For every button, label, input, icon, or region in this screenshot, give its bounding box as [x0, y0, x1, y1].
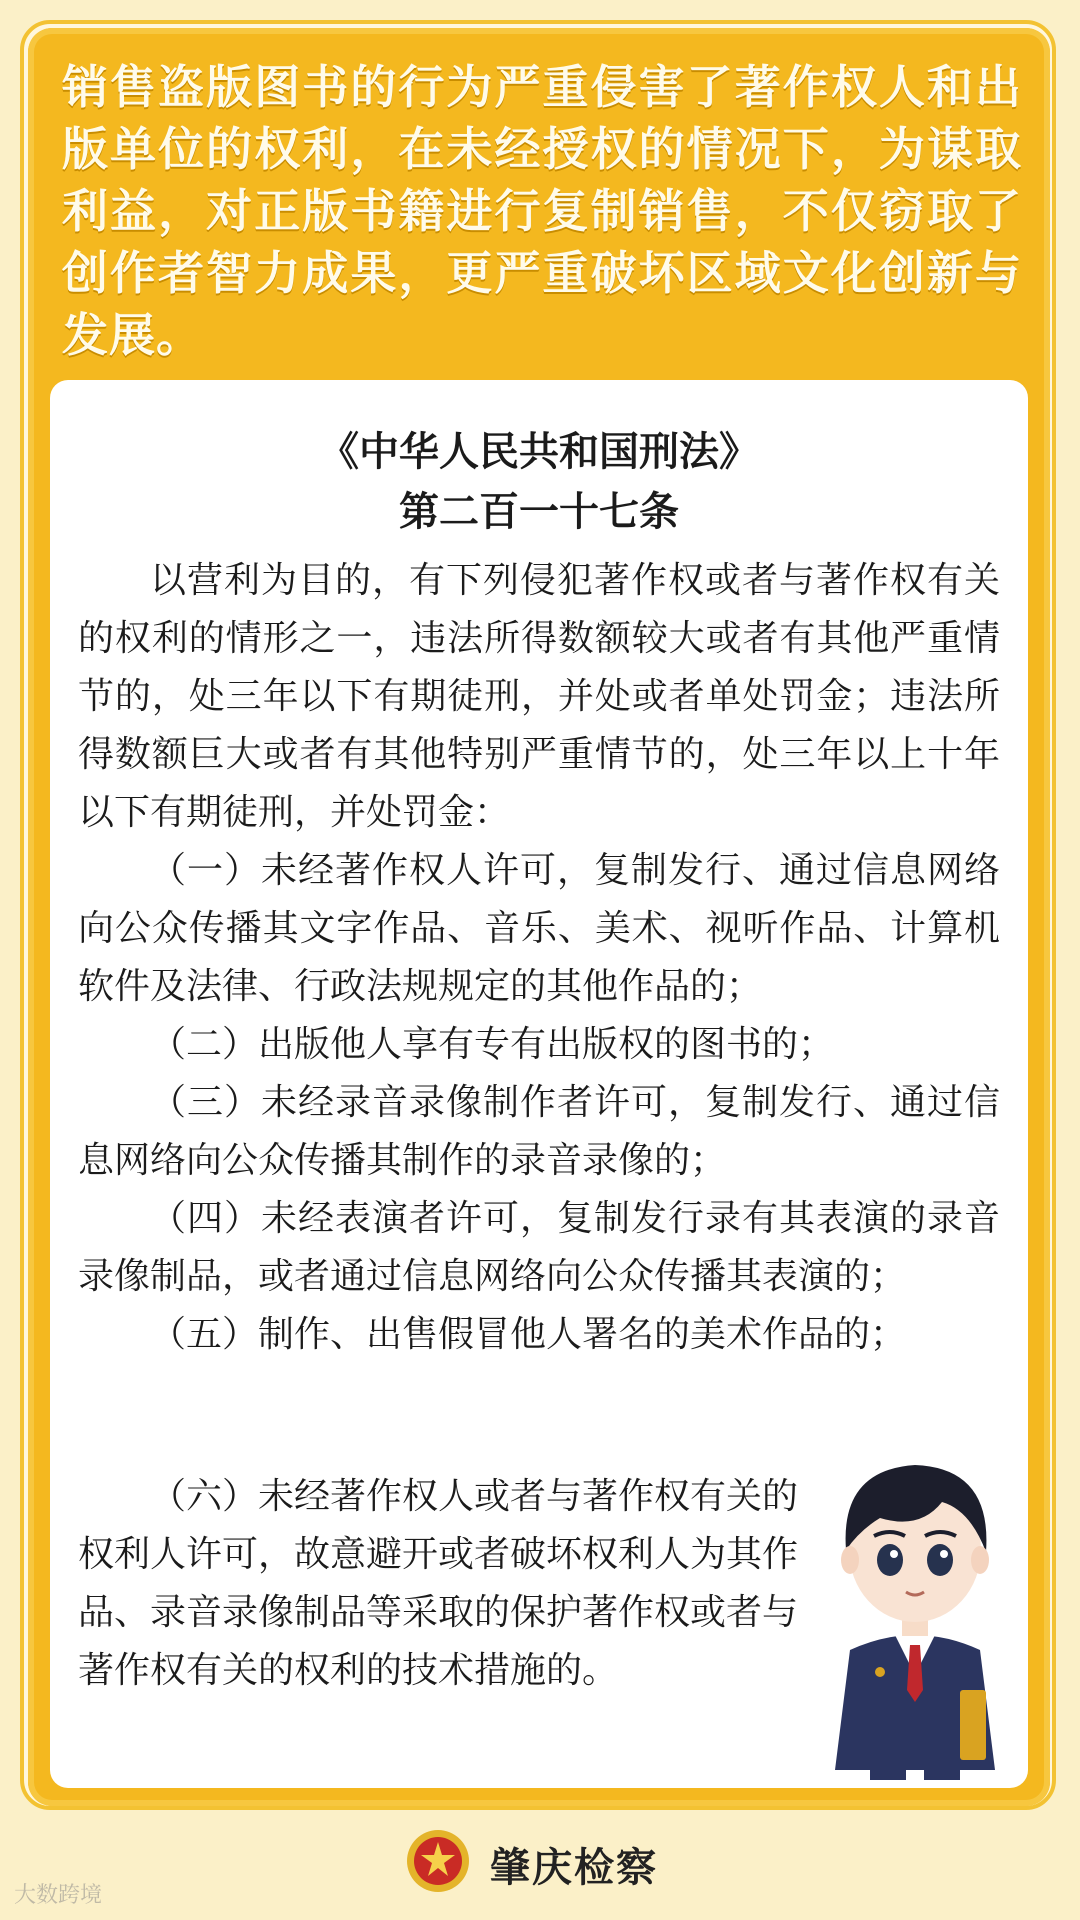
- law-item-1: （一）未经著作权人许可，复制发行、通过信息网络向公众传播其文字作品、音乐、美术、视听作品、计算机软件及法律、行政法规规定的其他作品的；: [78, 850, 1000, 1007]
- prosecutor-mascot-illustration: [810, 1440, 1020, 1780]
- brand-name: 肇庆检察: [490, 1845, 658, 1891]
- law-card: [50, 380, 1028, 1788]
- law-item-3: （三）未经录音录像制作者许可，复制发行、通过信息网络向公众传播其制作的录音录像的；: [78, 1082, 1000, 1181]
- law-title: 《中华人民共和国刑法》: [319, 429, 759, 475]
- procuratorate-emblem-icon: [405, 1828, 471, 1894]
- law-item-5: （五）制作、出售假冒他人署名的美术作品的；: [150, 1314, 907, 1355]
- law-item-2: （二）出版他人享有专有出版权的图书的；: [150, 1024, 835, 1065]
- law-body: [78, 552, 1000, 1364]
- intro-text: 销售盗版图书的行为严重侵害了著作权人和出版单位的权利，在未经授权的情况下，为谋取利益，对正版书籍进行复制销售，不仅窃取了创作者智力成果，更严重破坏区域文化创新与发展。: [62, 60, 1022, 362]
- watermark: 大数跨境: [14, 1883, 103, 1908]
- law-item-6: （六）未经著作权人或者与著作权有关的权利人许可，故意避开或者破坏权利人为其作品、录音录像制品等采取的保护著作权或者与著作权有关的权利的技术措施的。: [78, 1476, 799, 1691]
- law-item-6-block: [78, 1468, 798, 1700]
- article-title: 第二百一十七条: [399, 489, 679, 535]
- law-paragraph: 以营利为目的，有下列侵犯著作权或者与著作权有关的权利的情形之一，违法所得数额较大或者有其他严重情节的，处三年以下有期徒刑，并处或者单处罚金；违法所得数额巨大或者有其他特别严重情节的，处三年以上十年以下有期徒刑，并处罚金：: [78, 560, 1000, 833]
- footer: [0, 1828, 1080, 1908]
- law-item-4: （四）未经表演者许可，复制发行录有其表演的录音录像制品，或者通过信息网络向公众传播其表演的；: [78, 1198, 1000, 1297]
